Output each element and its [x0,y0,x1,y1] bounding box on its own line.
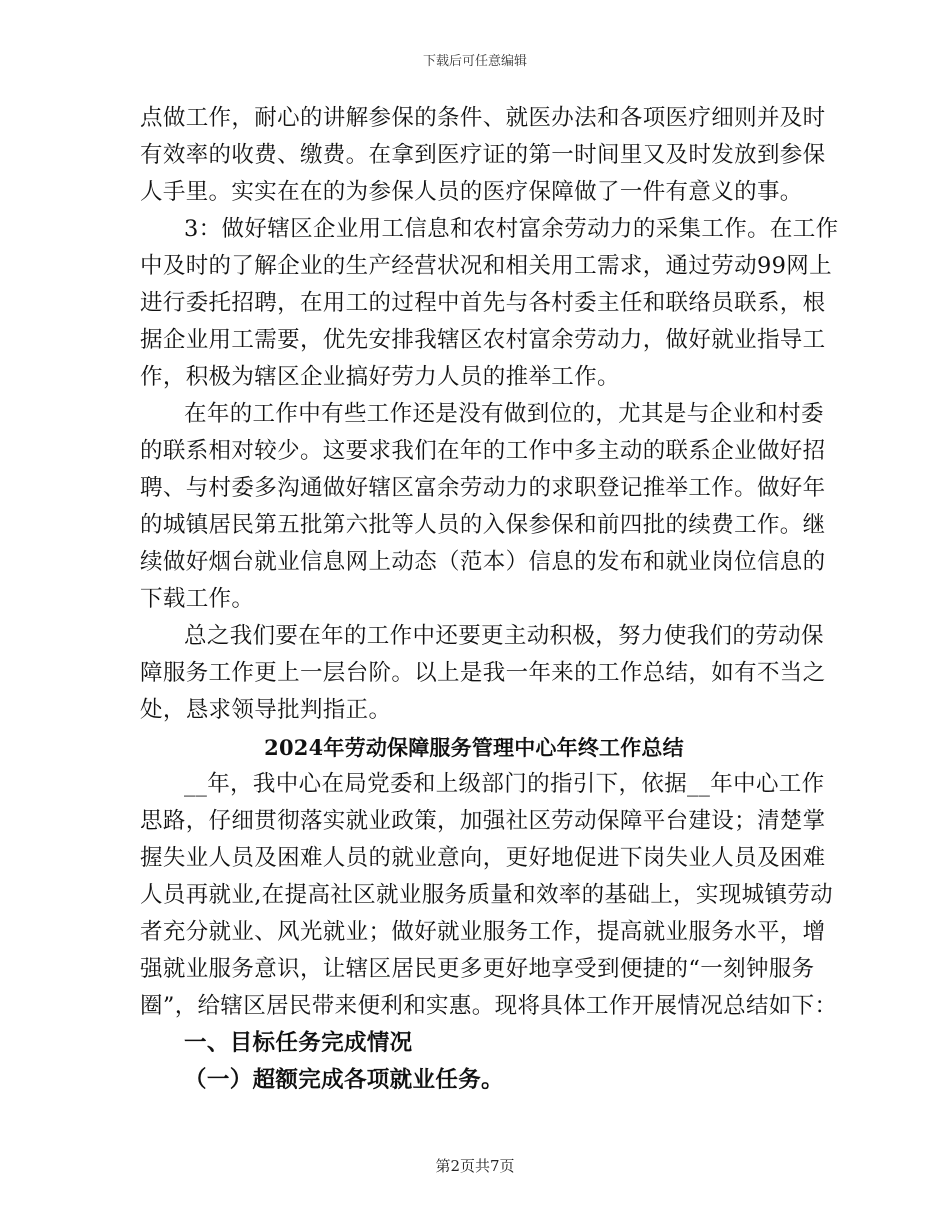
text-line: 中及时的了解企业的生产经营状况和相关用工需求，通过劳动99网上 [140,253,832,279]
section-heading: 一、目标任务完成情况 [184,1030,413,1056]
text-line: 作，积极为辖区企业搞好劳力人员的推举工作。 [140,364,620,390]
text-line: 人员再就业,在提高社区就业服务质量和效率的基础上，实现城镇劳动 [140,882,834,908]
document-body [140,100,839,1099]
text-line: 下载工作。 [140,586,255,612]
text-line: 的联系相对较少。这要求我们在年的工作中多主动的联系企业做好招 [140,438,826,464]
text-line: 续做好烟台就业信息网上动态（范本）信息的发布和就业岗位信息的 [140,549,826,575]
text-line: __年，我中心在局党委和上级部门的指引下，依据__年中心工作 [184,771,825,797]
page-header: 下载后可任意编辑 [422,54,527,69]
text-line: 握失业人员及困难人员的就业意向，更好地促进下岗失业人员及困难 [140,845,826,871]
text-line: 思路，仔细贯彻落实就业政策，加强社区劳动保障平台建设；清楚掌 [140,808,826,834]
text-line: 有效率的收费、缴费。在拿到医疗证的第一时间里又及时发放到参保 [140,142,826,168]
text-line: 进行委托招聘，在用工的过程中首先与各村委主任和联络员联系，根 [140,290,826,316]
text-line: 据企业用工需要，优先安排我辖区农村富余劳动力，做好就业指导工 [140,327,826,353]
text-line: 者充分就业、风光就业；做好就业服务工作，提高就业服务水平，增 [140,919,826,945]
text-line: 在年的工作中有些工作还是没有做到位的，尤其是与企业和村委 [184,401,824,427]
page-number: 第2页共7页 [435,1157,515,1175]
text-line: 3：做好辖区企业用工信息和农村富余劳动力的采集工作。在工作 [184,216,839,242]
text-line: 聘、与村委多沟通做好辖区富余劳动力的求职登记推举工作。做好年 [140,475,826,501]
text-line: 的城镇居民第五批第六批等人员的入保参保和前四批的续费工作。继 [140,512,826,538]
text-line: 人手里。实实在在的为参保人员的医疗保障做了一件有意义的事。 [140,179,803,205]
text-line: 强就业服务意识，让辖区居民更多更好地享受到便捷的“一刻钟服务 [140,956,815,982]
section-heading: （一）超额完成各项就业任务。 [184,1067,504,1093]
section-title: 2024年劳动保障服务管理中心年终工作总结 [264,735,684,760]
text-line: 点做工作，耐心的讲解参保的条件、就医办法和各项医疗细则并及时 [140,105,826,131]
text-line: 障服务工作更上一层台阶。以上是我一年来的工作总结，如有不当之 [140,660,826,686]
text-line: 总之我们要在年的工作中还要更主动积极，努力使我们的劳动保 [184,623,824,649]
text-line: 圈”，给辖区居民带来便利和实惠。现将具体工作开展情况总结如下： [140,993,838,1019]
text-line: 处，恳求领导批判指正。 [140,697,392,723]
